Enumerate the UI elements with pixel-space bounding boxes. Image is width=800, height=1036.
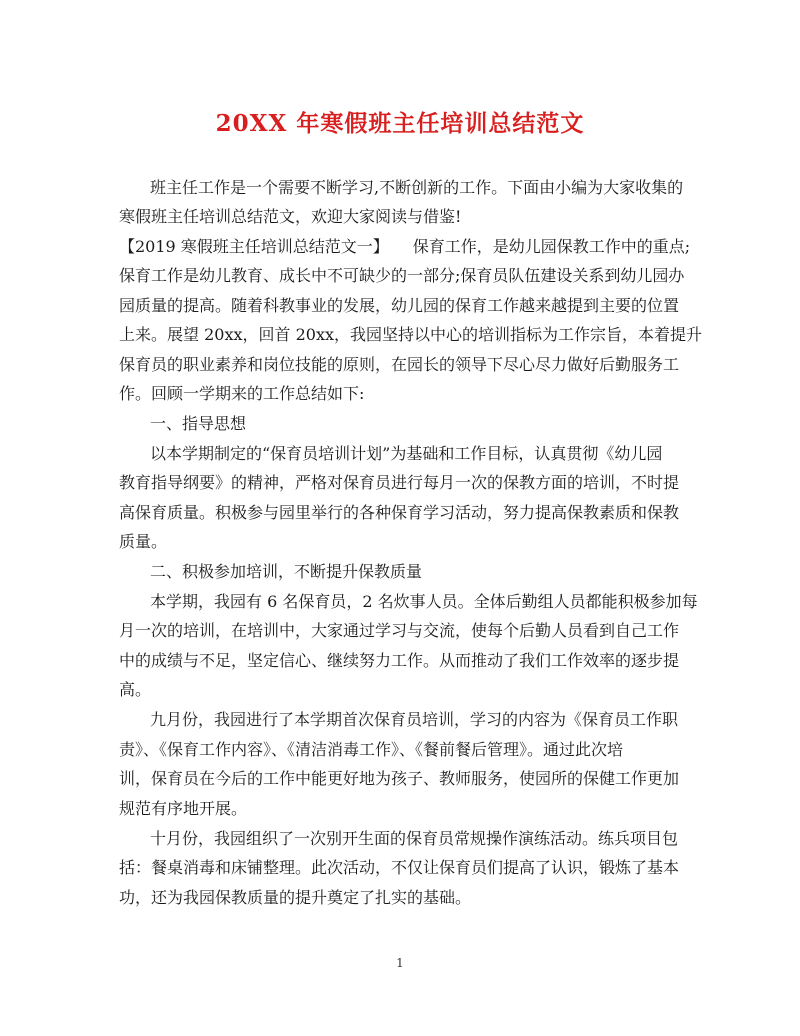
text-line: 保育工作是幼儿教育、成长中不可缺少的一部分;保育员队伍建设关系到幼儿园办: [119, 266, 685, 285]
text-line: 寒假班主任培训总结范文，欢迎大家阅读与借鉴!: [119, 207, 462, 226]
text-line: 责》、《保育工作内容》、《清洁消毒工作》、《餐前餐后管理》。通过此次培: [119, 740, 624, 759]
text-line: 规范有序地开展。: [119, 799, 248, 818]
text-line: 中的成绩与不足，坚定信心、继续努力工作。从而推动了我们工作效率的逐步提: [119, 651, 680, 670]
text-line: 以本学期制定的“保育员培训计划”为基础和工作目标，认真贯彻《幼儿园: [150, 444, 663, 463]
text-line: 十月份，我园组织了一次别开生面的保育员常规操作演练活动。练兵项目包: [150, 829, 679, 848]
text-line: 括：餐桌消毒和床铺整理。此次活动，不仅让保育员们提高了认识，锻炼了基本: [119, 858, 680, 877]
text-line: 高。: [119, 680, 152, 699]
text-line: 训，保育员在今后的工作中能更好地为孩子、教师服务，使园所的保健工作更加: [119, 769, 680, 788]
text-line: 一、指导思想: [150, 414, 247, 433]
text-line: 九月份，我园进行了本学期首次保育员培训，学习的内容为《保育员工作职: [150, 710, 679, 729]
text-line: 功，还为我园保教质量的提升奠定了扎实的基础。: [119, 888, 472, 907]
text-line: 班主任工作是一个需要不断学习,不断创新的工作。下面由小编为大家收集的: [150, 178, 684, 197]
text-line: 上来。展望 20xx，回首 20xx，我园坚持以中心的培训指标为工作宗旨，本着提升: [119, 325, 702, 344]
text-line: 月一次的培训，在培训中，大家通过学习与交流，使每个后勤人员看到自己工作: [119, 621, 680, 640]
text-line: 园质量的提高。随着科教事业的发展，幼儿园的保育工作越来越提到主要的位置: [119, 296, 680, 315]
text-line: 保育员的职业素养和岗位技能的原则，在园长的领导下尽心尽力做好后勤服务工: [119, 355, 680, 374]
text-line: 二、积极参加培训，不断提升保教质量: [150, 562, 423, 581]
text-line: 【2019 寒假班主任培训总结范文一】 保育工作，是幼儿园保教工作中的重点;: [119, 237, 691, 256]
document-title: 20XX 年寒假班主任培训总结范文: [215, 110, 585, 137]
text-line: 教育指导纲要》的精神，严格对保育员进行每月一次的保教方面的培训，不时提: [119, 473, 680, 492]
text-line: 质量。: [119, 532, 168, 551]
page-number: 1: [396, 956, 404, 970]
text-line: 作。回顾一学期来的工作总结如下:: [119, 384, 365, 403]
text-line: 本学期，我园有 6 名保育员，2 名炊事人员。全体后勤组人员都能积极参加每: [150, 592, 698, 611]
text-line: 高保育质量。积极参与园里举行的各种保育学习活动，努力提高保教素质和保教: [119, 503, 680, 522]
